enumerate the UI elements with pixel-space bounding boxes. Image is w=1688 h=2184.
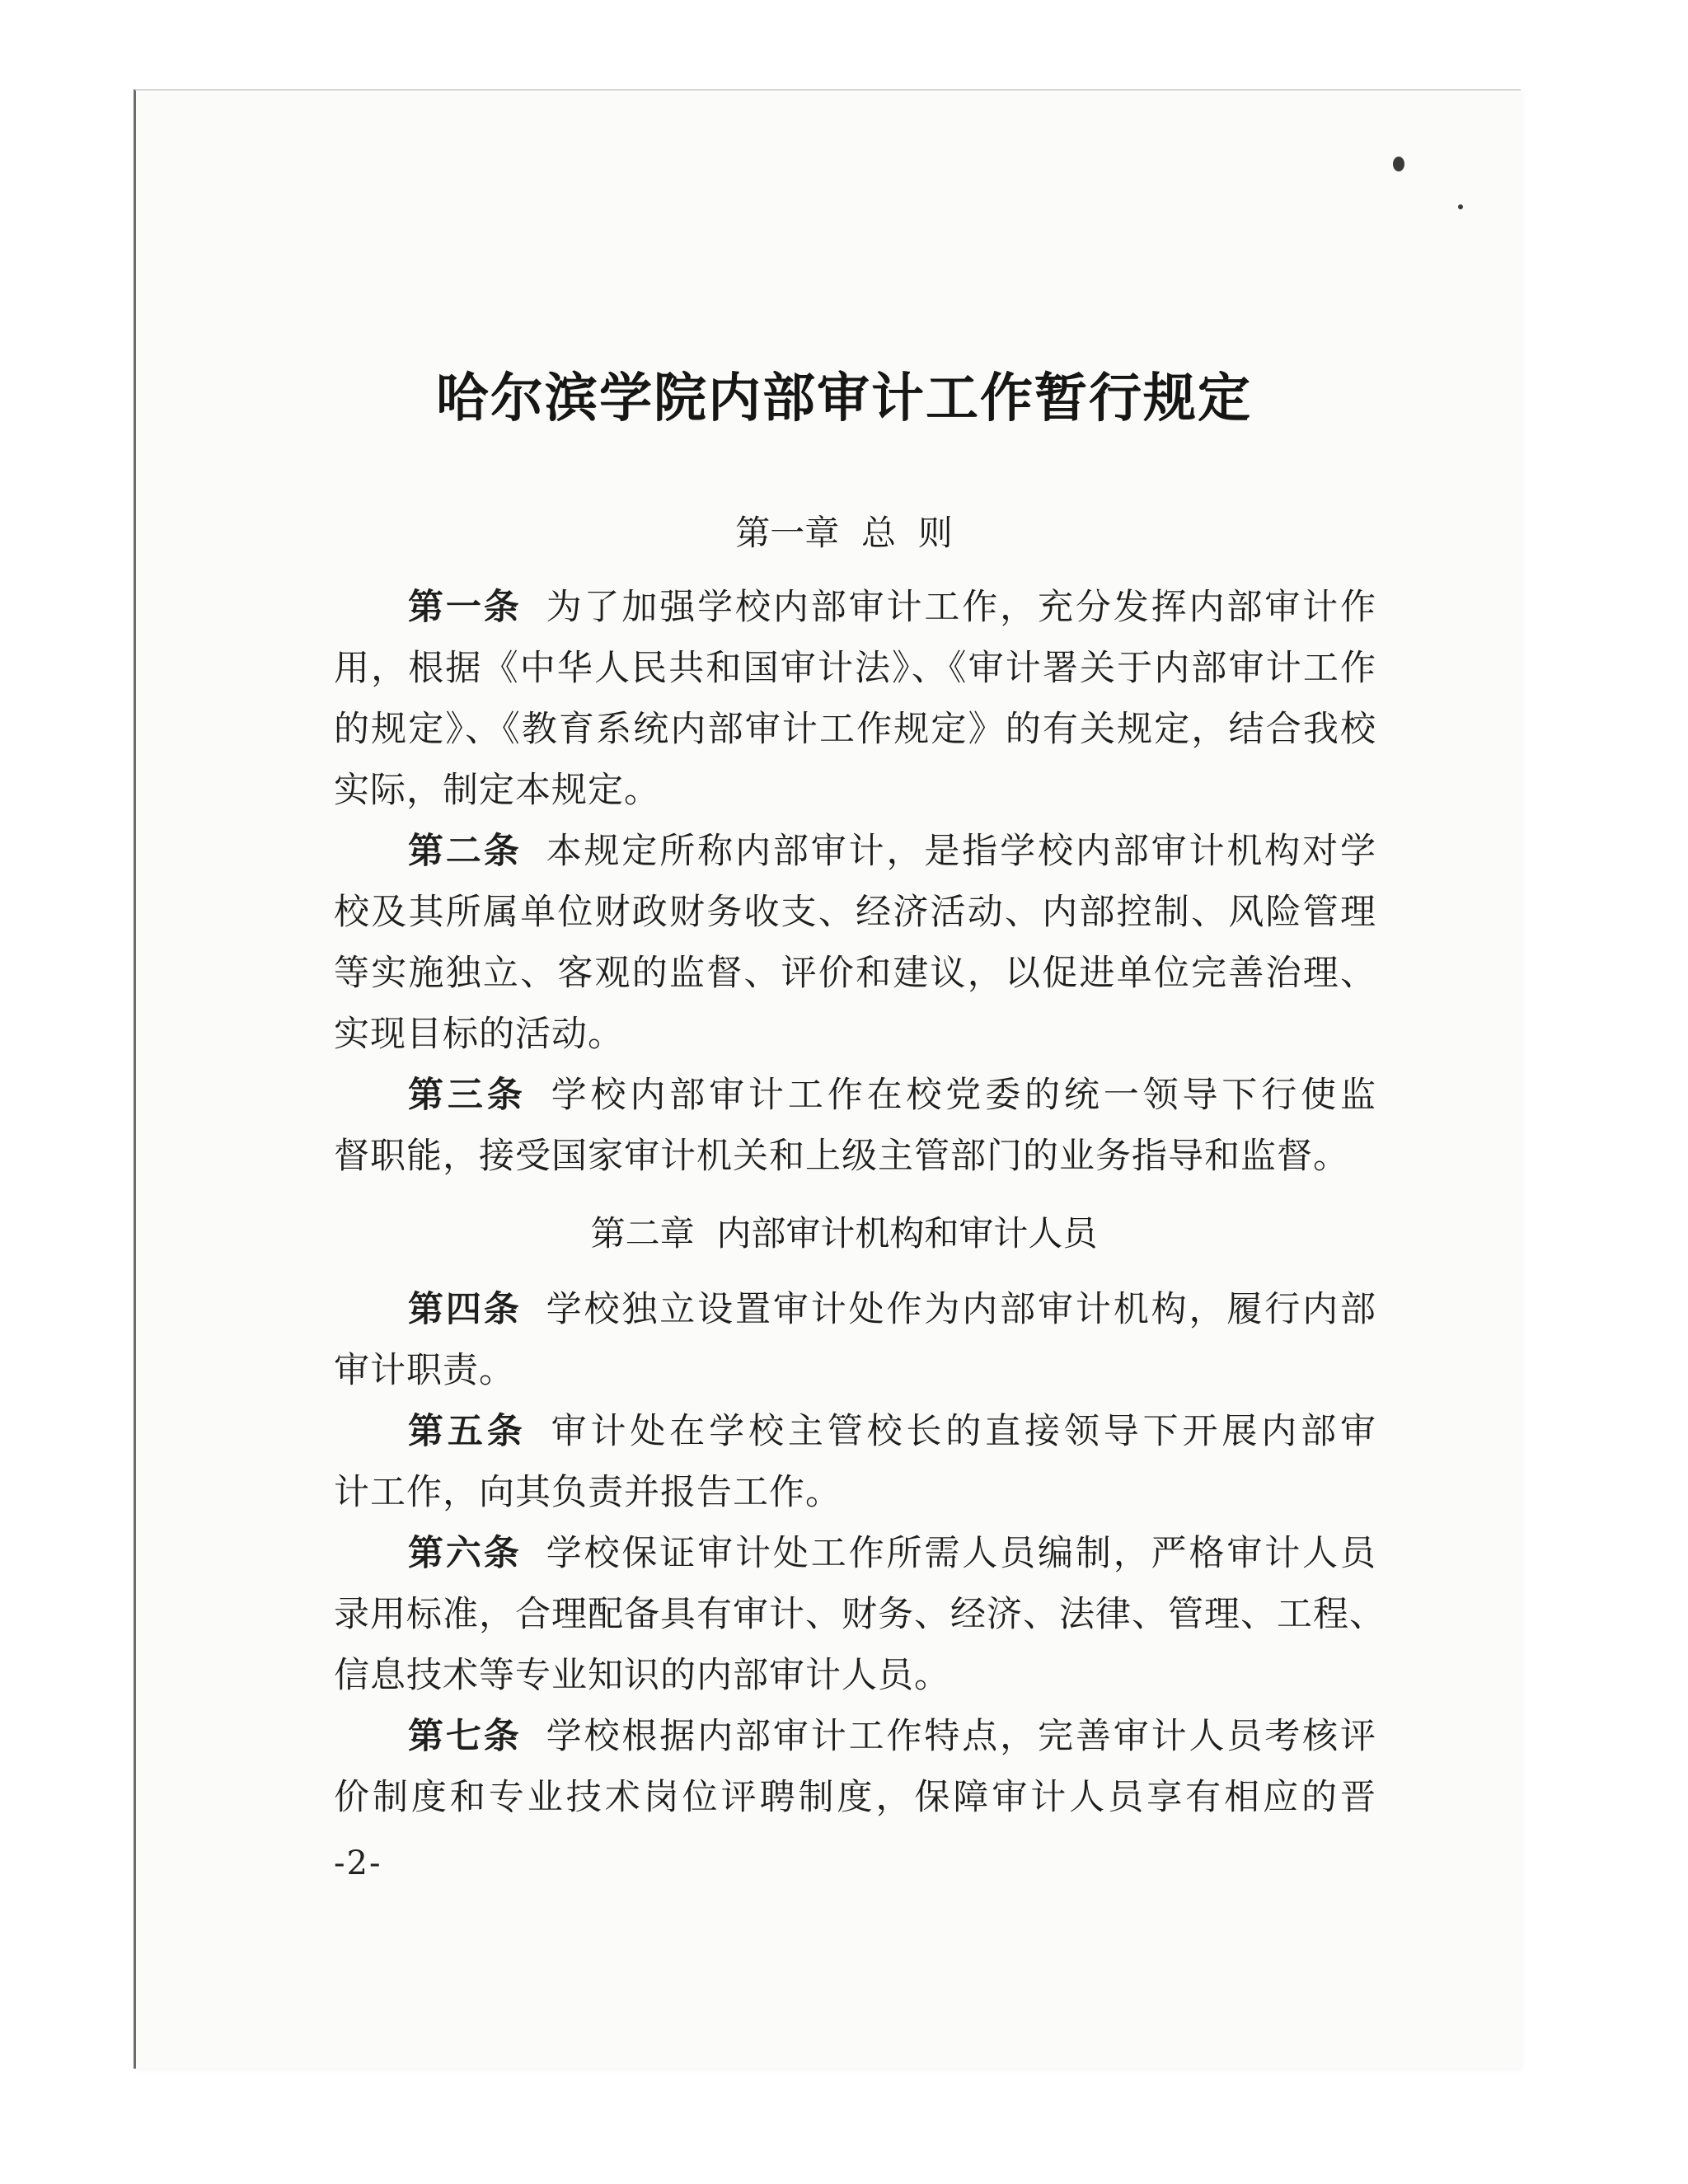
article-line: 审计职责。 [334,1350,515,1391]
article-line: 第六条 学校保证审计处工作所需人员编制，严格审计人员 [408,1533,1376,1574]
article-line: 信息技术等专业知识的内部审计人员。 [334,1655,950,1696]
article-line: 第三条 学校内部审计工作在校党委的统一领导下行使监 [408,1075,1377,1116]
article-line: 用，根据《中华人民共和国审计法》、《审计署关于内部审计工作 [334,648,1376,689]
chapter-heading-2: 第二章 内部审计机构和审计人员 [590,1213,1098,1254]
article-line: 第二条 本规定所称内部审计，是指学校内部审计机构对学 [408,831,1376,872]
article-line: 录用标准，合理配备具有审计、财务、经济、法律、管理、工程、 [334,1594,1386,1635]
scan-speck [1458,204,1463,209]
document-title: 哈尔滨学院内部审计工作暂行规定 [436,368,1252,429]
article-line: 督职能，接受国家审计机关和上级主管部门的业务指导和监督。 [334,1136,1349,1177]
page-number: -2- [334,1844,382,1882]
scan-speck [1393,157,1404,171]
article-line: 实现目标的活动。 [334,1014,624,1055]
article-label: 第二条 [408,831,522,872]
article-line: 计工作，向其负责并报告工作。 [334,1472,842,1513]
article-label: 第三条 [408,1075,527,1116]
article-label: 第六条 [408,1533,522,1574]
article-line: 实际，制定本规定。 [334,770,660,811]
article-line: 第七条 学校根据内部审计工作特点，完善审计人员考核评 [408,1716,1376,1757]
article-label: 第四条 [408,1289,522,1330]
article-label: 第五条 [408,1411,527,1452]
chapter-heading-1: 第一章 总 则 [735,513,953,553]
article-label: 第一条 [408,587,522,628]
article-line: 第一条 为了加强学校内部审计工作，充分发挥内部审计作 [408,587,1376,628]
article-line: 第五条 审计处在学校主管校长的直接领导下开展内部审 [408,1411,1377,1452]
article-line: 的规定》、《教育系统内部审计工作规定》的有关规定，结合我校 [334,709,1376,750]
article-line: 第四条 学校独立设置审计处作为内部审计机构，履行内部 [408,1289,1376,1330]
article-line: 价制度和专业技术岗位评聘制度，保障审计人员享有相应的晋 [334,1777,1376,1818]
article-line: 校及其所属单位财政财务收支、经济活动、内部控制、风险管理 [334,892,1376,933]
article-label: 第七条 [408,1716,522,1757]
article-line: 等实施独立、客观的监督、评价和建议，以促进单位完善治理、 [334,953,1376,994]
